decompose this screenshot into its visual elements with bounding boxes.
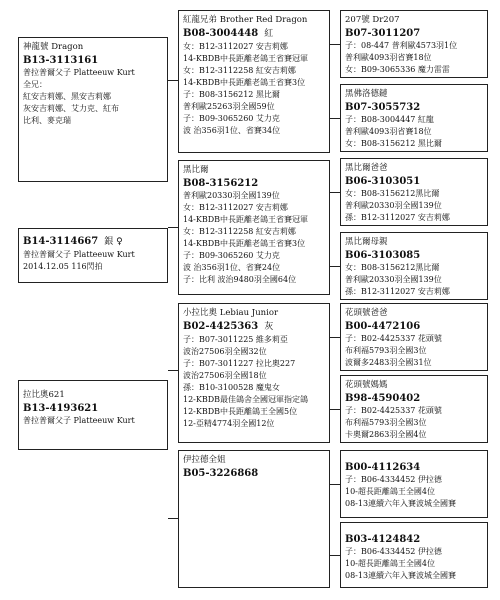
gen2-line: 女：B12-3112027 安吉莉娜 bbox=[183, 203, 288, 212]
gen3-line: 布利福5793羽全國3位 bbox=[345, 346, 427, 355]
gen2-line: 子：B07-3011225 維多莉亞 bbox=[183, 335, 288, 344]
connector-line bbox=[330, 192, 340, 193]
subject-name: 神龍號 Dragon bbox=[23, 42, 84, 52]
gen3-line: 子：B02-4425337 花頭號 bbox=[345, 406, 442, 415]
gen2-line: 波治27506羽全國32位 bbox=[183, 347, 267, 356]
gen3-line: 女：B08-3156212黑比爾 bbox=[345, 189, 440, 198]
connector-line bbox=[168, 518, 178, 519]
gen2-line: 子：B09-3065260 艾力克 bbox=[183, 251, 280, 260]
subject-ring: B13-3113161 bbox=[23, 55, 99, 66]
gen2-ring: B02-4425363 灰 bbox=[183, 321, 274, 332]
gen2-line: 12-亞精4774羽全國12位 bbox=[183, 419, 275, 428]
gen3-ring: B06-3103085 bbox=[345, 250, 421, 261]
gen3-line: 子：08-447 普利歐4573羽1位 bbox=[345, 41, 458, 50]
gen2-line: 普利歐25263羽全國59位 bbox=[183, 102, 275, 111]
connector-line bbox=[168, 80, 178, 81]
gen2-box-2 bbox=[178, 160, 330, 295]
gen3-ring: B00-4112634 bbox=[345, 462, 421, 473]
gen3-line: 女：B08-3156212 黑比爾 bbox=[345, 139, 442, 148]
dam-line-name: 拉比奧621 bbox=[23, 390, 65, 400]
gen3-ring: B06-3103051 bbox=[345, 176, 421, 187]
subject-line: 全兄： bbox=[23, 80, 47, 89]
gen2-box-4 bbox=[178, 450, 330, 588]
sire-line-tag: 銀 ♀ bbox=[104, 237, 123, 247]
connector-line bbox=[330, 118, 340, 119]
gen3-name: 花頭號媽媽 bbox=[345, 380, 388, 390]
gen2-ring: B08-3156212 bbox=[183, 178, 259, 189]
gen3-box-4 bbox=[340, 232, 488, 300]
gen2-ring: B08-3004448 紅 bbox=[183, 28, 274, 39]
gen2-line: 子：B09-3065260 艾力克 bbox=[183, 114, 280, 123]
subject-pigeon-box bbox=[18, 37, 168, 182]
gen3-name: 黑佛洛德鏈 bbox=[345, 89, 388, 99]
gen3-line: 女：B08-3156212黑比爾 bbox=[345, 263, 440, 272]
gen3-line: 10-超長距離鴿王全國4位 bbox=[345, 559, 435, 568]
gen3-ring: B98-4590402 bbox=[345, 393, 421, 404]
subject-line: 灰安吉莉娜、艾力克、紅布 bbox=[23, 104, 119, 113]
dam-line-ring: B13-4193621 bbox=[23, 403, 99, 414]
connector-line bbox=[330, 555, 340, 556]
gen3-line: 08-13連續六年入賽波城全國賽 bbox=[345, 499, 457, 508]
connector-line bbox=[330, 484, 340, 485]
sire-line-ring: B14-3114667 銀 ♀ bbox=[23, 236, 123, 247]
gen2-name: 伊拉德全姐 bbox=[183, 455, 226, 465]
gen3-line: 布利福5793羽全國3位 bbox=[345, 418, 427, 427]
gen3-line: 孫：B12-3112027 安吉莉娜 bbox=[345, 287, 450, 296]
gen3-line: 普利歐20330羽全國139位 bbox=[345, 275, 442, 284]
connector-line bbox=[330, 409, 340, 410]
gen3-box-3 bbox=[340, 158, 488, 226]
gen3-box-6 bbox=[340, 375, 488, 443]
gen2-line: 女：B12-3112027 安吉莉娜 bbox=[183, 42, 288, 51]
gen2-line: 14-KBDB中長距離老鴿王省賽冠軍 bbox=[183, 215, 309, 224]
gen2-line: 波 治356羽1位、省賽34位 bbox=[183, 126, 281, 135]
gen3-line: 普利歐20330羽全國139位 bbox=[345, 201, 442, 210]
gen3-box-8 bbox=[340, 522, 488, 588]
gen2-line: 14-KBDB中長距離老鴿王省賽冠軍 bbox=[183, 54, 309, 63]
gen2-line: 12-KBDB中長距離鴿王全國5位 bbox=[183, 407, 298, 416]
gen2-line: 女：B12-3112258 紅安吉莉娜 bbox=[183, 227, 296, 236]
gen2-box-1 bbox=[178, 10, 330, 153]
connector-line bbox=[330, 266, 340, 267]
gen3-name: 花頭號爸爸 bbox=[345, 308, 388, 318]
connector-line bbox=[168, 370, 178, 371]
gen2-line: 子：B08-3156212 黑比爾 bbox=[183, 90, 280, 99]
dam-line-box bbox=[18, 380, 168, 450]
gen2-line: 14-KBDB中長距離老鴿王省賽3位 bbox=[183, 239, 306, 248]
gen2-line: 孫：B10-3100528 魔鬼女 bbox=[183, 383, 280, 392]
gen3-line: 子：B08-3004447 紅龍 bbox=[345, 115, 434, 124]
connector-line bbox=[330, 44, 340, 45]
connector-line bbox=[330, 337, 340, 338]
gen3-line: 子：B06-4334452 伊拉德 bbox=[345, 547, 442, 556]
gen3-name: 黑比爾母親 bbox=[345, 237, 388, 247]
gen2-line: 女：B12-3112258 紅安吉莉娜 bbox=[183, 66, 296, 75]
gen3-line: 普利歐4093羽省賽18位 bbox=[345, 53, 432, 62]
gen2-line: 波治27506羽全國18位 bbox=[183, 371, 267, 380]
gen2-line: 子：B07-3011227 拉比奧227 bbox=[183, 359, 296, 368]
gen2-line: 普利歐20330羽全國139位 bbox=[183, 191, 280, 200]
gen3-name: 207號 Dr207 bbox=[345, 15, 400, 25]
gen3-ring: B03-4124842 bbox=[345, 534, 421, 545]
gen3-line: 卡奧爾2863羽全國4位 bbox=[345, 430, 427, 439]
sire-line-box bbox=[18, 228, 168, 283]
gen3-ring: B07-3055732 bbox=[345, 102, 421, 113]
gen2-name: 小拉比奧 Lebiau Junior bbox=[183, 308, 279, 318]
gen3-line: 08-13連續六年入賽波城全國賽 bbox=[345, 571, 457, 580]
gen3-box-7 bbox=[340, 450, 488, 518]
dam-line-line: 普拉普爾父子 Platteeuw Kurt bbox=[23, 416, 135, 425]
gen2-line: 波 治356羽1位、省賽24位 bbox=[183, 263, 281, 272]
connector-line bbox=[168, 227, 178, 228]
gen2-box-3 bbox=[178, 303, 330, 443]
gen3-box-5 bbox=[340, 303, 488, 371]
gen3-line: 子：B06-4334452 伊拉德 bbox=[345, 475, 442, 484]
subject-line: 普拉普爾父子 Platteeuw Kurt bbox=[23, 68, 135, 77]
gen3-line: 普利歐4093羽省賽18位 bbox=[345, 127, 432, 136]
gen3-ring: B00-4472106 bbox=[345, 321, 421, 332]
gen3-box-2 bbox=[340, 84, 488, 152]
gen3-ring: B07-3011207 bbox=[345, 28, 421, 39]
gen2-line: 12-KBDB最佳鴿舍全國冠軍指定鴿 bbox=[183, 395, 309, 404]
sire-line-line: 普拉普爾父子 Platteeuw Kurt bbox=[23, 250, 135, 259]
subject-line: 比利、麥克瑞 bbox=[23, 116, 71, 125]
gen3-line: 女：B09-3065336 魔力雷雷 bbox=[345, 65, 450, 74]
gen3-name: 黑比爾爸爸 bbox=[345, 163, 388, 173]
gen2-line: 14-KBDB中長距離老鴿王省賽3位 bbox=[183, 78, 306, 87]
gen2-name: 黑比爾 bbox=[183, 165, 209, 175]
gen3-box-1 bbox=[340, 10, 488, 78]
gen3-line: 波爾多2483羽全國31位 bbox=[345, 358, 432, 367]
gen3-line: 10-超長距離鴿王全國4位 bbox=[345, 487, 435, 496]
gen3-line: 子：B02-4425337 花頭號 bbox=[345, 334, 442, 343]
subject-line: 紅安吉莉娜、黑安吉莉娜 bbox=[23, 92, 111, 101]
gen3-line: 孫：B12-3112027 安吉莉娜 bbox=[345, 213, 450, 222]
gen2-line: 子：比利 波治9480羽全國64位 bbox=[183, 275, 297, 284]
gen2-name: 紅龍兄弟 Brother Red Dragon bbox=[183, 15, 308, 25]
sire-line-line: 2014.12.05 116閃拍 bbox=[23, 262, 103, 271]
gen2-ring: B05-3226868 bbox=[183, 468, 259, 479]
